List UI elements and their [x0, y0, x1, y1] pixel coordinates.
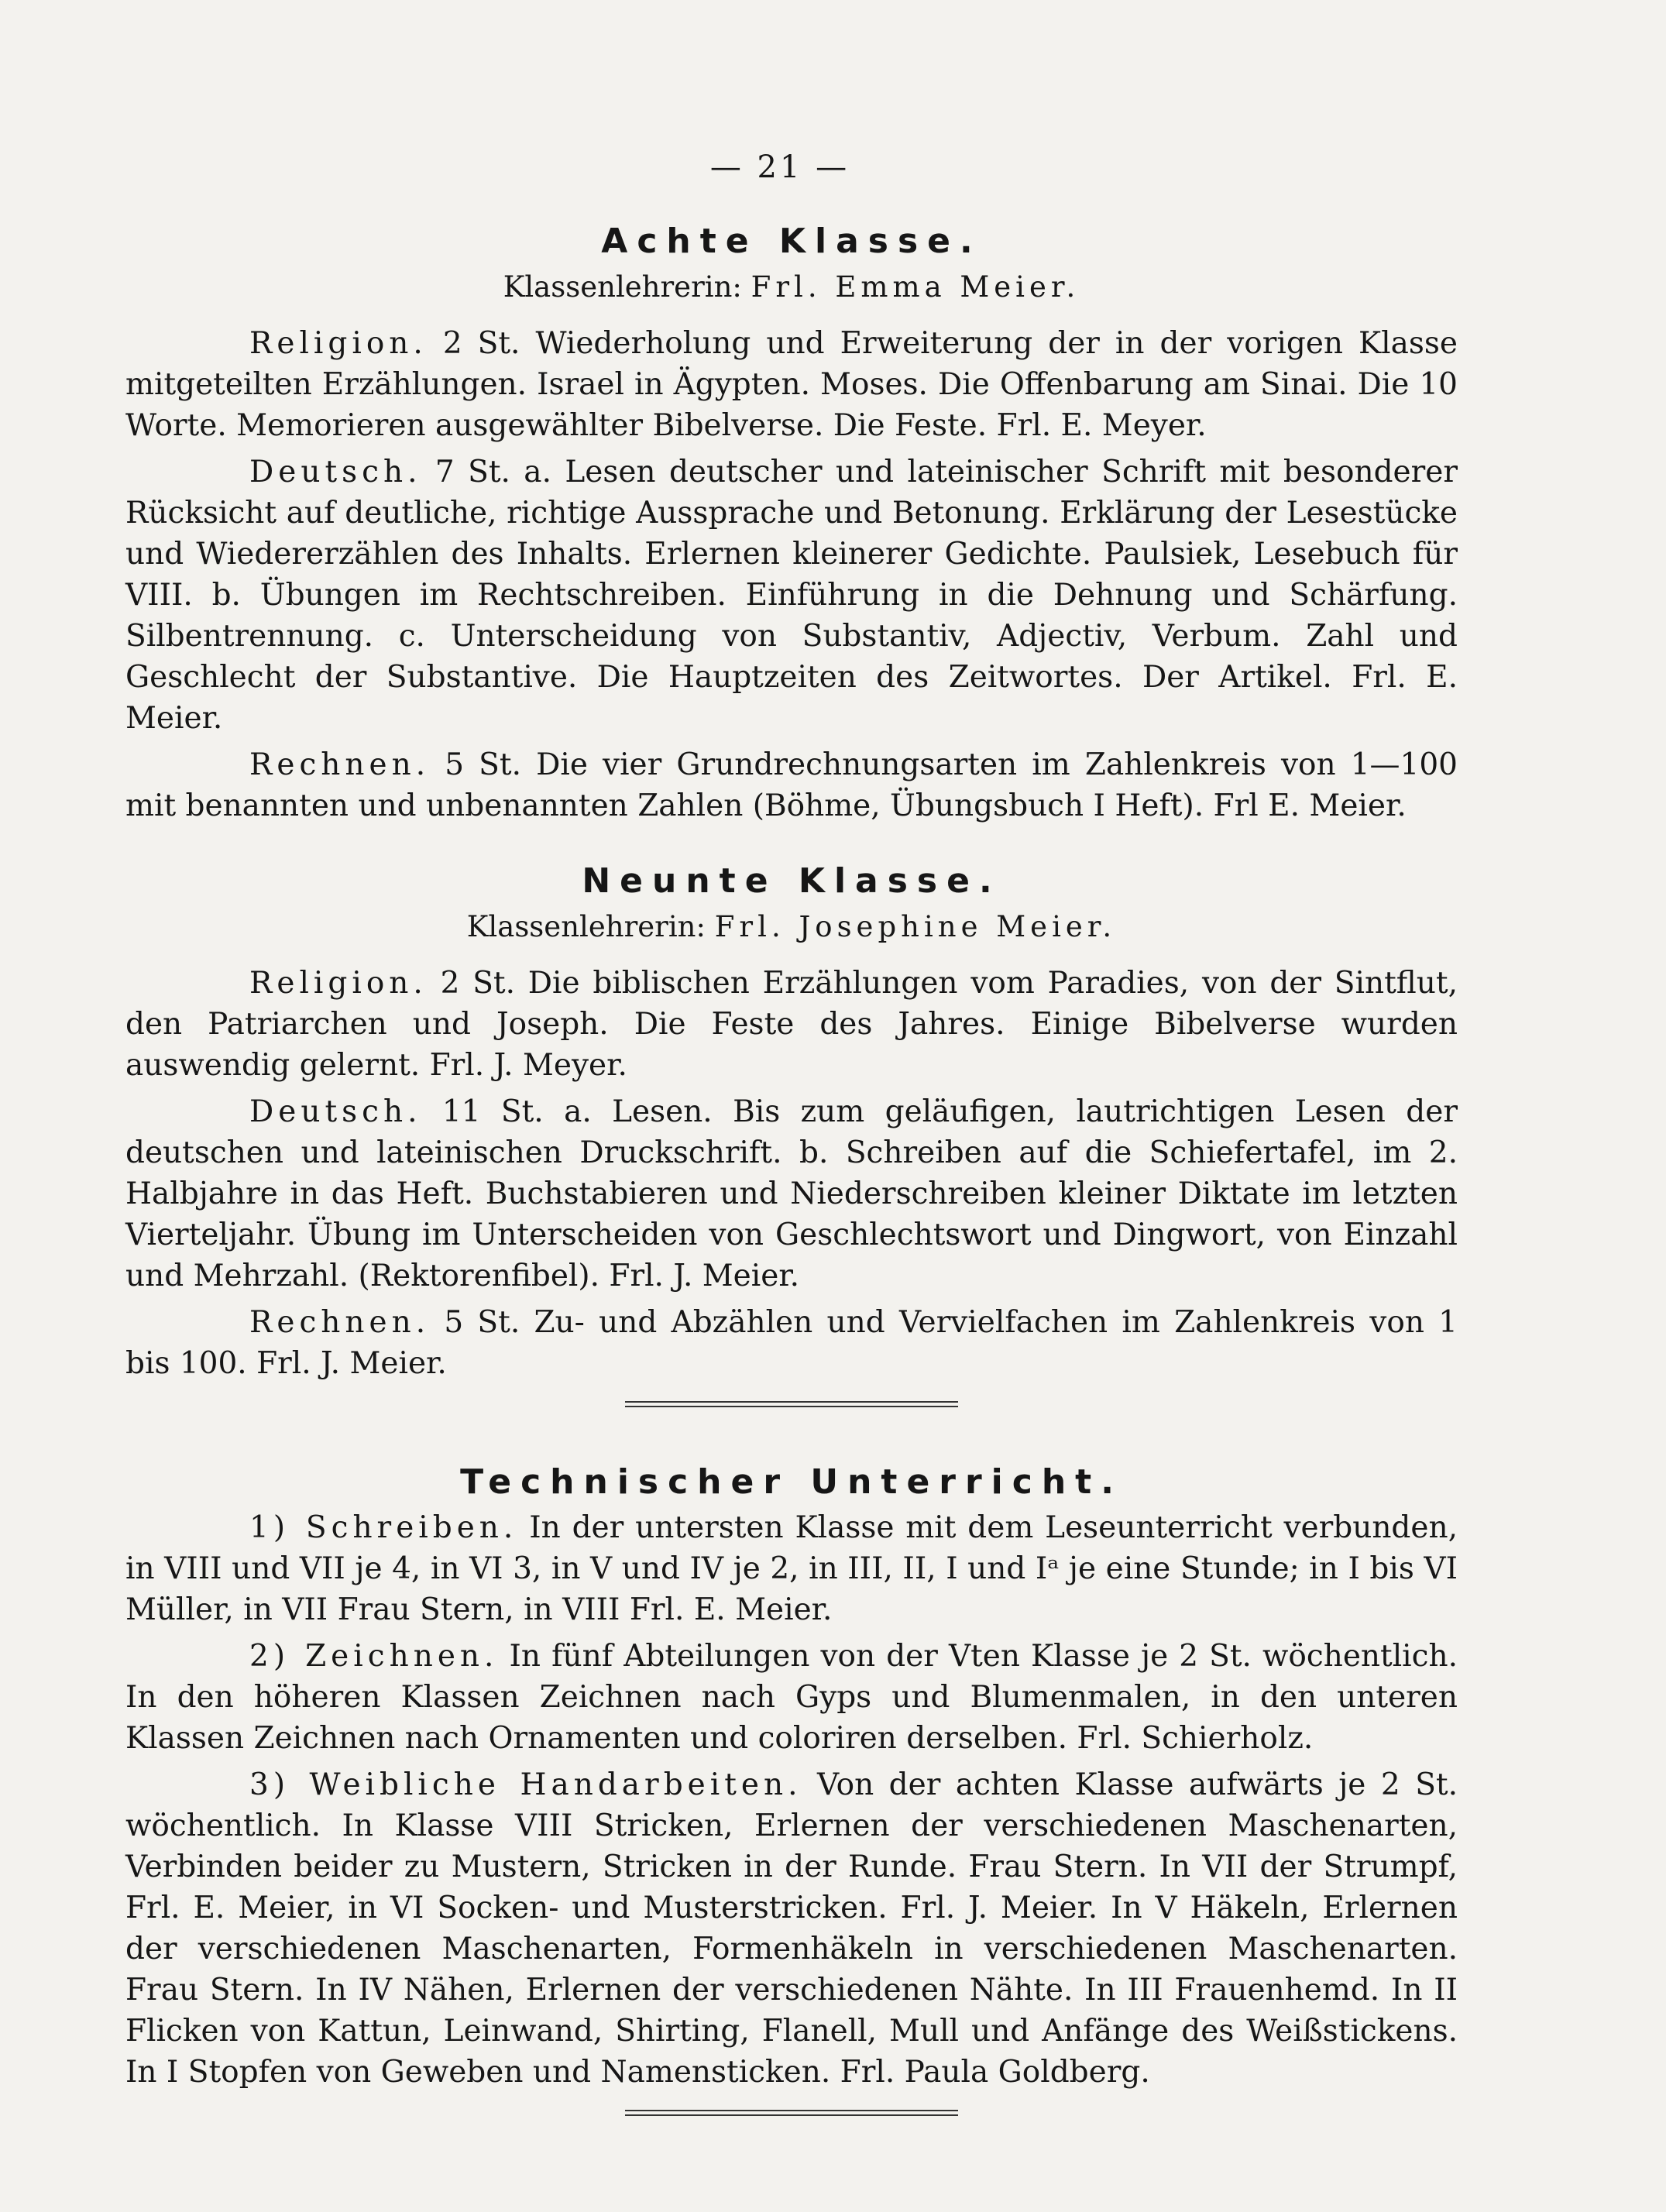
paragraph-text: Von der achten Klasse aufwärts je 2 St. wöchentlich. In Klasse VIII Stricken, Erlernen der verschiedenen Maschenarten, Verbinden beider zu Mustern, Stricken in der Runde. Frau Stern. In VII der Strumpf, Frl. E. Meier, in VI Socken- und Musterstricken. Frl. J. Meier. In V Häkeln, Erlernen der verschiedenen Maschenarten, Formenhäkeln in verschiedenen Maschenarten. Frau Stern. In IV Nähen, Erlernen der verschiedenen Nähte. In III Frauenhemd. In II Flicken von Kattun, Leinwand, Shirting, Flanell, Mull und Anfänge des Weißstickens. In I Stopfen von Geweben und Namensticken. Frl. Paula Goldberg. — [125, 1767, 1458, 2090]
paragraph-handarbeiten — [125, 1764, 1458, 2093]
subject-label: 3) Weibliche Handarbeiten. — [249, 1767, 802, 1802]
paragraph-deutsch — [125, 452, 1458, 739]
subject-label: 1) Schreiben. — [249, 1510, 518, 1545]
subject-label: Deutsch. — [249, 1094, 422, 1129]
subject-label: Religion. — [249, 966, 428, 1001]
section-divider — [625, 1401, 958, 1407]
paragraph-text: 7 St. a. Lesen deutscher und lateinischer Schrift mit besonderer Rücksicht auf deutliche, richtige Aussprache und Betonung. Erklärung der Lesestücke und Wiedererzählen des Inhalts. Erlernen kleinerer Gedichte. Paulsiek, Lesebuch für VIII. b. Übungen im Rechtschreiben. Einführung in die Dehnung und Schärfung. Silbentrennung. c. Unterscheidung von Substantiv, Adjectiv, Verbum. Zahl und Geschlecht der Substantive. Die Hauptzeiten des Zeitwortes. Der Artikel. Frl. E. Meier. — [125, 455, 1458, 736]
paragraph-religion — [125, 323, 1458, 446]
subject-label: Deutsch. — [249, 455, 422, 489]
document-page — [125, 147, 1458, 2116]
page-number: — 21 — — [709, 149, 850, 185]
paragraph-zeichnen — [125, 1636, 1458, 1759]
class-teacher — [125, 266, 1458, 307]
subject-label: Rechnen. — [249, 1305, 431, 1340]
paragraph-text: 5 St. Die vier Grundrechnungsarten im Zahlenkreis von 1—100 mit benannten und unbenannten Zahlen (Böhme, Übungsbuch I Heft). Frl E. Meier. — [125, 747, 1458, 823]
section-heading: Achte Klasse. — [601, 222, 982, 261]
paragraph-text: In fünf Abteilungen von der Vten Klasse je 2 St. wöchentlich. In den höheren Klassen Zeichnen nach Gyps und Blumenmalen, in den unteren Klassen Zeichnen nach Ornamenten und coloriren derselben. Frl. Schierholz. — [125, 1639, 1458, 1756]
subject-label: 2) Zeichnen. — [249, 1639, 499, 1674]
paragraph-text: 11 St. a. Lesen. Bis zum geläufigen, lautrichtigen Lesen der deutschen und lateinischen Druckschrift. b. Schreiben auf die Schiefertafel, im 2. Halbjahre in das Heft. Buchstabieren und Niederschreiben kleiner Diktate im letzten Vierteljahr. Übung im Unterscheiden von Geschlechtswort und Dingwort, von Einzahl und Mehrzahl. (Rektorenfibel). Frl. J. Meier. — [125, 1094, 1458, 1293]
section-heading: Technischer Unterricht. — [460, 1462, 1123, 1502]
teacher-name: Frl. Josephine Meier. — [714, 910, 1117, 943]
section-technischer-unterricht — [125, 1462, 1458, 2116]
subject-label: Religion. — [249, 326, 428, 361]
teacher-label: Klassenlehrerin: — [503, 270, 742, 304]
subject-label: Rechnen. — [249, 747, 431, 782]
paragraph-rechnen — [125, 744, 1458, 826]
section-achte-klasse — [125, 221, 1458, 826]
section-neunte-klasse — [125, 860, 1458, 1407]
section-divider — [625, 2110, 958, 2116]
paragraph-deutsch — [125, 1091, 1458, 1297]
paragraph-schreiben — [125, 1507, 1458, 1630]
paragraph-text: 5 St. Zu- und Abzählen und Vervielfachen im Zahlenkreis von 1 bis 100. Frl. J. Meier. — [125, 1305, 1458, 1381]
paragraph-text: In der untersten Klasse mit dem Leseunterricht verbunden, in VIII und VII je 4, in VI 3, in V und IV je 2, in III, II, I und Iᵃ je eine Stunde; in I bis VI Müller, in VII Frau Stern, in VIII Frl. E. Meier. — [125, 1510, 1458, 1627]
paragraph-text: 2 St. Wiederholung und Erweiterung der in der vorigen Klasse mitgeteilten Erzählungen. Israel in Ägypten. Moses. Die Offenbarung am Sinai. Die 10 Worte. Memorieren ausgewählter Bibelverse. Die Feste. Frl. E. Meyer. — [125, 326, 1458, 443]
paragraph-text: 2 St. Die biblischen Erzählungen vom Paradies, von der Sintflut, den Patriarchen und Joseph. Die Feste des Jahres. Einige Bibelverse wurden auswendig gelernt. Frl. J. Meyer. — [125, 966, 1458, 1083]
class-teacher — [125, 906, 1458, 947]
teacher-name: Frl. Emma Meier. — [751, 270, 1080, 304]
paragraph-rechnen — [125, 1302, 1458, 1384]
paragraph-religion — [125, 963, 1458, 1086]
teacher-label: Klassenlehrerin: — [466, 910, 706, 943]
section-heading: Neunte Klasse. — [582, 861, 1001, 901]
